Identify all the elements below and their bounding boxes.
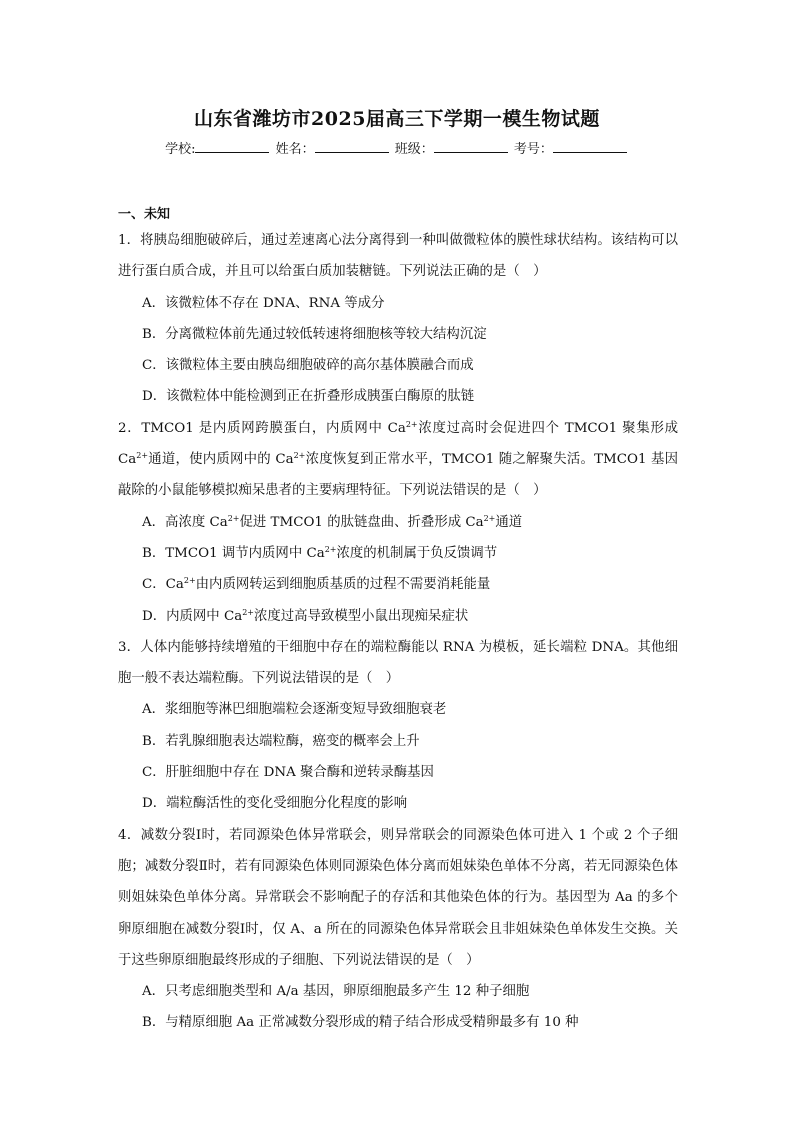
question-stem: 3．人体内能够持续增殖的干细胞中存在的端粒酶能以 RNA 为模板，延长端粒 DNA。其他细胞一般不表达端粒酶。下列说法错误的是（ ） [118, 639, 678, 687]
questions-list [118, 225, 678, 1039]
student-info-line [0, 138, 794, 157]
question-stem: 4．减数分裂Ⅰ时，若同源染色体异常联会，则异常联会的同源染色体可进入 1 个或 2 个子细胞；减数分裂Ⅱ时，若有同源染色体则同源染色体分离而姐妹染色单体不分离，若无同源染色体则姐妹染色单体分离。异常联会不影响配子的存活和其他染色体的行为。基因型为 Aa 的多个卵原细胞在减数分裂Ⅰ时，仅 A、a 所在的同源染色体异常联会且非姐妹染色单体发生交换。关于这些卵原细胞最终形成的子细胞、下列说法错误的是（ ） [118, 827, 678, 968]
option-b: B．与精原细胞 Aa 正常减数分裂形成的精子结合形成受精卵最多有 10 种 [142, 1015, 579, 1031]
option-c: C．$Ca^{2+}$由内质网转运到细胞质基质的过程不需要消耗能量 [142, 576, 491, 593]
option-b: B．TMCO1 调节内质网中 $Ca^{2+}$浓度的机制属于负反馈调节 [142, 544, 498, 561]
school-blank[interactable] [195, 140, 269, 153]
question-stem: 2．TMCO1 是内质网跨膜蛋白，内质网中 $Ca^{2+}$浓度过高时会促进四个 TMCO1 聚集形成 $Ca^{2+}$通道，使内质网中的 $Ca^{2+}$浓度恢复到正常水平，TMCO1 随之解聚失活。TMCO1 基因敲除的小鼠能够模拟痴呆患者的主要病理特征。下列说法错误的是（ ） [118, 419, 678, 499]
exam-number-blank[interactable] [553, 140, 627, 153]
school-field: 学校: [165, 138, 271, 157]
section-heading: 一、未知 [118, 207, 171, 222]
option-c: C．肝脏细胞中存在 DNA 聚合酶和逆转录酶基因 [142, 765, 434, 781]
class-blank[interactable] [434, 140, 508, 153]
name-blank[interactable] [315, 140, 389, 153]
option-b: B．若乳腺细胞表达端粒酶，癌变的概率会上升 [142, 733, 420, 749]
option-d: D．内质网中 $Ca^{2+}$浓度过高导致模型小鼠出现痴呆症状 [142, 607, 469, 624]
option-b: B．分离微粒体前先通过较低转速将细胞核等较大结构沉淀 [142, 326, 487, 342]
exam-number-field: 考号： [514, 138, 629, 157]
question-2 [118, 413, 678, 632]
page-title: 山东省潍坊市2025届高三下学期一模生物试题 [194, 108, 600, 130]
question-3 [118, 632, 678, 820]
question-4 [118, 820, 678, 1039]
question-stem: 1．将胰岛细胞破碎后，通过差速离心法分离得到一种叫做微粒体的膜性球状结构。该结构可以进行蛋白质合成，并且可以给蛋白质加装糖链。下列说法正确的是（ ） [118, 233, 678, 280]
option-a: A．该微粒体不存在 DNA、RNA 等成分 [142, 295, 385, 311]
option-c: C．该微粒体主要由胰岛细胞破碎的高尔基体膜融合而成 [142, 358, 474, 374]
option-a: A．只考虑细胞类型和 A/a 基因，卵原细胞最多产生 12 种子细胞 [142, 984, 530, 1000]
option-a: A．高浓度 $Ca^{2+}$促进 TMCO1 的肽链盘曲、折叠形成 $Ca^{2+}$通道 [142, 513, 523, 530]
option-a: A．浆细胞等淋巴细胞端粒会逐渐变短导致细胞衰老 [142, 702, 447, 718]
name-field: 姓名： [276, 138, 391, 157]
class-field: 班级： [395, 138, 510, 157]
question-1 [118, 225, 678, 413]
option-d: D．端粒酶活性的变化受细胞分化程度的影响 [142, 796, 408, 812]
option-d: D．该微粒体中能检测到正在折叠形成胰蛋白酶原的肽链 [142, 389, 475, 405]
